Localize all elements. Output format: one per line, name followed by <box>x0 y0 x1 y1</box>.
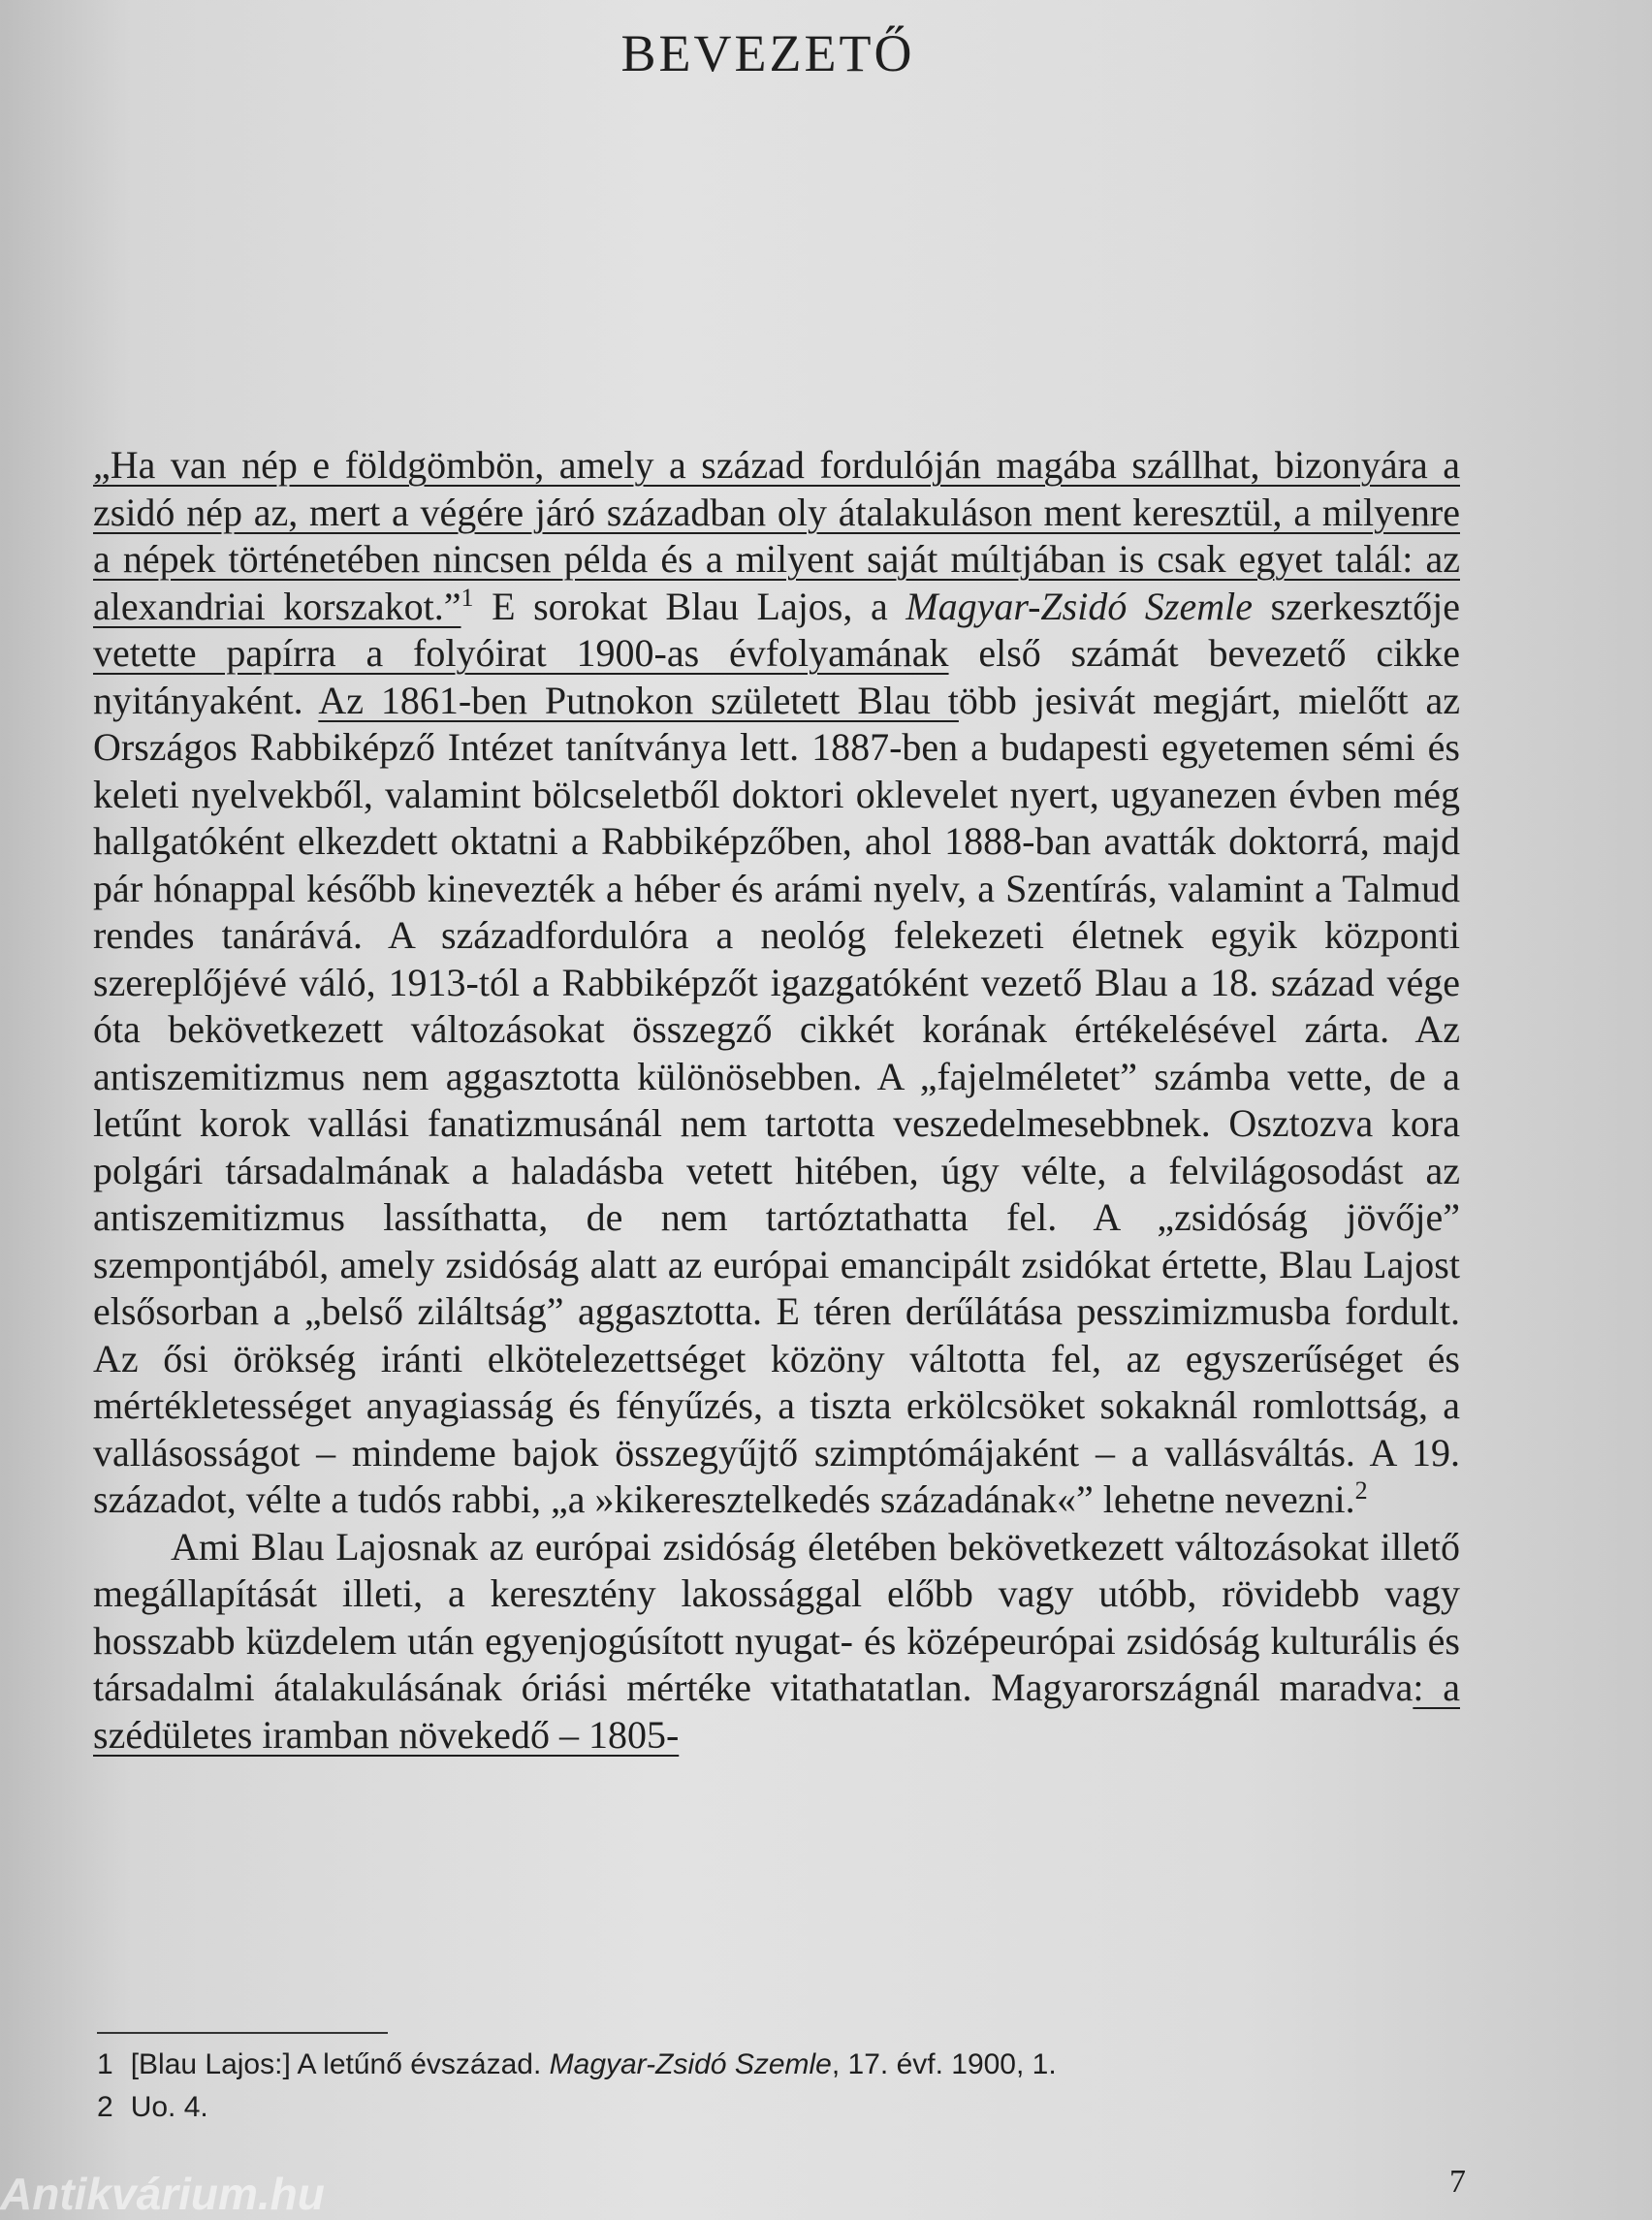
footnote-text <box>131 2044 1057 2086</box>
footnotes <box>97 2044 1357 2129</box>
bleed-through-text <box>93 39 1450 427</box>
text-segment: Ami Blau Lajosnak az európai zsidóság életében bekövetkezett változásokat illető megállapítását illeti, a keresztény lakossággal előbb vagy utóbb, rövidebb vagy hosszabb küzdelem után egyenjogúsított nyugat- és középeurópai zsidóság kulturális és társadalmi átalakulásának óriási mértéke vitathatatlan. Magyarországnál maradva <box>93 1524 1460 1709</box>
footnote-number: 1 <box>97 2048 113 2080</box>
paragraph-1 <box>93 442 1460 1524</box>
footnote-post: , 17. évf. 1900, 1. <box>831 2048 1057 2080</box>
watermark: Antikvárium.hu <box>0 2169 325 2219</box>
page-title: BEVEZETŐ <box>620 24 915 82</box>
footnote-pre: [Blau Lajos:] A letűnő évszázad. <box>130 2048 550 2080</box>
underlined-phrase: Az 1861-ben Putnokon született Blau t <box>318 678 959 722</box>
footnote-journal: Magyar-Zsidó Szemle <box>549 2048 832 2080</box>
footnote-divider <box>97 2032 388 2034</box>
text-segment: első számát bevezető cikke nyitányaként. <box>93 631 1460 722</box>
footnote-pre: Uo. 4. <box>130 2091 208 2123</box>
footnote-text <box>131 2086 208 2129</box>
journal-title: Magyar-Zsidó Szemle <box>905 584 1253 628</box>
paragraph-2 <box>93 1524 1460 1760</box>
page-number: 7 <box>1449 2164 1466 2200</box>
footnote-2 <box>97 2086 1357 2129</box>
footnote-1 <box>97 2044 1357 2086</box>
footnote-number: 2 <box>97 2091 113 2123</box>
text-segment: E sorokat Blau Lajos, a <box>473 584 906 628</box>
text-segment: szerkesztője <box>1253 584 1461 628</box>
underlined-quote: „Ha van nép e földgömbön, amely a század fordulóján magába szállhat, bizonyára a zsidó nép az, mert a végére járó században oly átalakuláson ment keresztül, a milyenre a népek történetében nincsen példa és a milyent saját múltjában is csak egyet talál: az alexandriai korszakot.” <box>93 443 1460 628</box>
footnote-ref-2: 2 <box>1354 1476 1368 1505</box>
text-segment: öbb jesivát megjárt, mielőtt az Országos Rabbiképző Intézet tanítványa lett. 1887-ben a budapesti egyetemen sémi és keleti nyelvekből, valamint bölcseletből doktori oklevelet nyert, ugyanezen évben még hallgatóként elkezdett oktatni a Rabbiképzőben, ahol 1888-ban avatták doktorrá, majd pár hónappal később kinevezték a héber és arámi nyelv, a Szentírás, valamint a Talmud rendes tanárává. A századfordulóra a neológ felekezeti életnek egyik központi szereplőjévé váló, 1913-tól a Rabbiképzőt igazgatóként vezető Blau a 18. század vége óta bekövetkezett változásokat összegző cikkét korának értékelésével zárta. Az antiszemitizmus nem aggasztotta különösebben. A „fajelméletet” számba vette, de a letűnt korok vallási fanatizmusánál nem tartotta veszedelmesebbnek. Osztozva kora polgári társadalmának a haladásba vetett hitében, úgy vélte, a felvilágosodást az antiszemitizmus lassíthatta, de nem tartóztathatta fel. A „zsidóság jövője” szempontjából, amely zsidóság alatt az európai emancipált zsidókat értette, Blau Lajost elsősorban a „belső ziláltság” aggasztotta. E téren derűlátása pesszimizmusba fordult. Az ősi örökség iránti elkötelezettséget közöny váltotta fel, az egyszerűséget és mértékletességet anyagiasság és fényűzés, a tiszta erkölcsöket sokaknál romlottság, a vallásosságot – mindeme bajok összegyűjtő szimptómájaként – a vallásváltás. A 19. századot, vélte a tudós rabbi, „a »kikeresztelkedés századának«” lehetne nevezni. <box>93 678 1460 1521</box>
footnote-ref-1: 1 <box>461 583 474 612</box>
underlined-phrase: : a szédületes iramban növekedő – 1805- <box>93 1665 1460 1757</box>
underlined-phrase: vetette papírra a folyóirat 1900-as évfolyamának <box>93 631 949 675</box>
main-text <box>93 442 1460 1759</box>
